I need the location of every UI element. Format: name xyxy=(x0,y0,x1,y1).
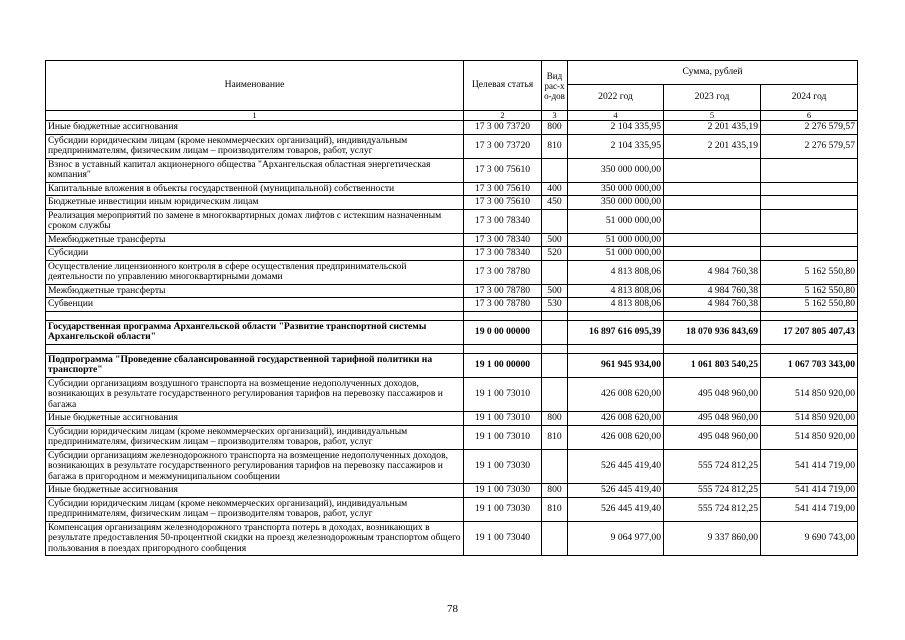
table-row xyxy=(46,353,858,377)
row-target-code: 19 1 00 73030 xyxy=(464,449,542,484)
row-sum-2023: 9 337 860,00 xyxy=(664,521,761,556)
row-sum-2022: 526 445 419,40 xyxy=(568,497,664,521)
row-sum-2022: 350 000 000,00 xyxy=(568,182,664,196)
row-target-code: 17 3 00 78780 xyxy=(464,260,542,284)
row-sum-2024: 514 850 920,00 xyxy=(761,425,858,449)
table-row xyxy=(46,121,858,135)
row-expense-type xyxy=(542,521,568,556)
spacer-row xyxy=(46,344,858,353)
row-target-code: 19 1 00 73030 xyxy=(464,497,542,521)
row-sum-2024: 5 162 550,80 xyxy=(761,284,858,298)
row-sum-2023: 555 724 812,25 xyxy=(664,449,761,484)
table-row xyxy=(46,134,858,158)
table-row xyxy=(46,497,858,521)
row-sum-2023 xyxy=(664,209,761,233)
spacer-cell xyxy=(46,344,464,353)
row-sum-2024 xyxy=(761,209,858,233)
spacer-cell xyxy=(568,344,664,353)
row-target-code: 17 3 00 78340 xyxy=(464,233,542,247)
row-sum-2022: 2 104 335,95 xyxy=(568,134,664,158)
row-sum-2022: 2 104 335,95 xyxy=(568,121,664,135)
row-sum-2023 xyxy=(664,158,761,182)
header-expense-type: Вид рас-хо-дов xyxy=(542,61,568,111)
spacer-cell xyxy=(761,311,858,320)
row-expense-type: 400 xyxy=(542,182,568,196)
table-row xyxy=(46,449,858,484)
row-sum-2023: 4 984 760,38 xyxy=(664,298,761,312)
spacer-cell xyxy=(761,344,858,353)
spacer-row xyxy=(46,311,858,320)
row-name: Субвенции xyxy=(46,298,464,312)
row-name: Субсидии xyxy=(46,247,464,261)
column-index: 6 xyxy=(761,111,858,121)
row-sum-2024: 5 162 550,80 xyxy=(761,260,858,284)
spacer-cell xyxy=(542,311,568,320)
row-name: Субсидии организациям воздушного транспорта на возмещение недополученных доходов, возникающих в результате государственного регулирования тарифов на перевозку пассажиров и багажа xyxy=(46,377,464,412)
column-index: 2 xyxy=(464,111,542,121)
row-sum-2023: 495 048 960,00 xyxy=(664,425,761,449)
row-target-code: 19 1 00 73030 xyxy=(464,484,542,498)
row-sum-2022: 4 813 808,06 xyxy=(568,298,664,312)
header-year-2022: 2022 год xyxy=(568,85,664,111)
row-name: Государственная программа Архангельской области "Развитие транспортной системы Архангельской области" xyxy=(46,320,464,344)
row-sum-2024: 2 276 579,57 xyxy=(761,134,858,158)
row-name: Реализация мероприятий по замене в многоквартирных домах лифтов с истекшим назначенным сроком службы xyxy=(46,209,464,233)
row-sum-2023 xyxy=(664,182,761,196)
row-name: Межбюджетные трансферты xyxy=(46,284,464,298)
row-expense-type: 500 xyxy=(542,233,568,247)
row-name: Компенсация организациям железнодорожного транспорта потерь в доходах, возникающих в результате предоставления 50-процентной скидки на проезд железнодорожным транспортом общего пользования в поездах пригородного сообщения xyxy=(46,521,464,556)
table-row xyxy=(46,182,858,196)
row-name: Субсидии юридическим лицам (кроме некоммерческих организаций), индивидуальным предпринимателям, физическим лицам – производителям товаров, работ, услуг xyxy=(46,497,464,521)
table-row xyxy=(46,425,858,449)
row-target-code: 19 1 00 73010 xyxy=(464,412,542,426)
spacer-cell xyxy=(46,311,464,320)
table-row xyxy=(46,247,858,261)
row-sum-2024: 5 162 550,80 xyxy=(761,298,858,312)
row-target-code: 17 3 00 73720 xyxy=(464,134,542,158)
row-sum-2023: 2 201 435,19 xyxy=(664,134,761,158)
row-name: Взнос в уставный капитал акционерного общества "Архангельская областная энергетическая компания" xyxy=(46,158,464,182)
row-sum-2023: 4 984 760,38 xyxy=(664,260,761,284)
row-expense-type xyxy=(542,209,568,233)
row-name: Субсидии организациям железнодорожного транспорта на возмещение недополученных доходов, возникающих в результате государственного регулирования тарифов на перевозку пассажиров и багажа в пригородном и межмуниципальном сообщении xyxy=(46,449,464,484)
row-sum-2022: 426 008 620,00 xyxy=(568,377,664,412)
table-row xyxy=(46,377,858,412)
row-sum-2022: 426 008 620,00 xyxy=(568,425,664,449)
row-sum-2024: 2 276 579,57 xyxy=(761,121,858,135)
column-index: 5 xyxy=(664,111,761,121)
row-name: Межбюджетные трансферты xyxy=(46,233,464,247)
spacer-cell xyxy=(568,311,664,320)
row-sum-2022: 16 897 616 095,39 xyxy=(568,320,664,344)
row-target-code: 19 0 00 00000 xyxy=(464,320,542,344)
column-index: 4 xyxy=(568,111,664,121)
row-sum-2023: 1 061 803 540,25 xyxy=(664,353,761,377)
table-row xyxy=(46,158,858,182)
row-expense-type xyxy=(542,260,568,284)
row-sum-2023: 18 070 936 843,69 xyxy=(664,320,761,344)
row-sum-2022: 426 008 620,00 xyxy=(568,412,664,426)
header-sum: Сумма, рублей xyxy=(568,61,858,85)
table-header xyxy=(46,61,858,121)
row-target-code: 17 3 00 75610 xyxy=(464,182,542,196)
spacer-cell xyxy=(664,311,761,320)
row-sum-2024 xyxy=(761,233,858,247)
row-expense-type xyxy=(542,158,568,182)
spacer-cell xyxy=(464,344,542,353)
row-sum-2024: 541 414 719,00 xyxy=(761,497,858,521)
row-sum-2023: 555 724 812,25 xyxy=(664,484,761,498)
row-target-code: 17 3 00 78780 xyxy=(464,298,542,312)
row-expense-type: 800 xyxy=(542,412,568,426)
row-name: Капитальные вложения в объекты государственной (муниципальной) собственности xyxy=(46,182,464,196)
row-sum-2024: 17 207 805 407,43 xyxy=(761,320,858,344)
spacer-cell xyxy=(542,344,568,353)
row-sum-2022: 9 064 977,00 xyxy=(568,521,664,556)
row-sum-2024 xyxy=(761,182,858,196)
column-index: 1 xyxy=(46,111,464,121)
row-expense-type xyxy=(542,320,568,344)
row-sum-2023: 495 048 960,00 xyxy=(664,377,761,412)
row-sum-2022: 51 000 000,00 xyxy=(568,209,664,233)
row-sum-2024: 541 414 719,00 xyxy=(761,484,858,498)
row-sum-2022: 350 000 000,00 xyxy=(568,196,664,210)
row-target-code: 17 3 00 78340 xyxy=(464,209,542,233)
row-sum-2024: 514 850 920,00 xyxy=(761,412,858,426)
spacer-cell xyxy=(464,311,542,320)
row-sum-2022: 51 000 000,00 xyxy=(568,233,664,247)
header-year-2024: 2024 год xyxy=(761,85,858,111)
column-index: 3 xyxy=(542,111,568,121)
row-sum-2024: 1 067 703 343,00 xyxy=(761,353,858,377)
column-index-row xyxy=(46,111,858,121)
row-expense-type: 800 xyxy=(542,484,568,498)
row-expense-type xyxy=(542,353,568,377)
row-sum-2024: 9 690 743,00 xyxy=(761,521,858,556)
row-sum-2022: 350 000 000,00 xyxy=(568,158,664,182)
row-expense-type: 810 xyxy=(542,497,568,521)
table-row xyxy=(46,521,858,556)
row-sum-2022: 961 945 934,00 xyxy=(568,353,664,377)
table-row xyxy=(46,209,858,233)
row-name: Осуществление лицензионного контроля в сфере осуществления предпринимательской деятельности по управлению многоквартирными домами xyxy=(46,260,464,284)
row-target-code: 19 1 00 73010 xyxy=(464,425,542,449)
row-sum-2023 xyxy=(664,196,761,210)
row-name: Иные бюджетные ассигнования xyxy=(46,121,464,135)
row-name: Иные бюджетные ассигнования xyxy=(46,484,464,498)
row-expense-type: 810 xyxy=(542,134,568,158)
row-expense-type: 800 xyxy=(542,121,568,135)
row-target-code: 17 3 00 78780 xyxy=(464,284,542,298)
spacer-cell xyxy=(664,344,761,353)
table-row xyxy=(46,298,858,312)
row-expense-type: 810 xyxy=(542,425,568,449)
row-sum-2022: 526 445 419,40 xyxy=(568,484,664,498)
table-row xyxy=(46,196,858,210)
table-body xyxy=(46,121,858,556)
row-sum-2024: 541 414 719,00 xyxy=(761,449,858,484)
row-target-code: 19 1 00 73010 xyxy=(464,377,542,412)
header-name: Наименование xyxy=(46,61,464,111)
row-name: Подпрограмма "Проведение сбалансированной государственной тарифной политики на транспорте" xyxy=(46,353,464,377)
row-expense-type: 500 xyxy=(542,284,568,298)
row-sum-2023: 495 048 960,00 xyxy=(664,412,761,426)
row-sum-2022: 4 813 808,06 xyxy=(568,260,664,284)
table-row xyxy=(46,233,858,247)
row-sum-2024 xyxy=(761,247,858,261)
row-expense-type: 520 xyxy=(542,247,568,261)
budget-table xyxy=(45,60,858,556)
table-row xyxy=(46,320,858,344)
row-sum-2023: 2 201 435,19 xyxy=(664,121,761,135)
row-target-code: 19 1 00 73040 xyxy=(464,521,542,556)
row-name: Бюджетные инвестиции иным юридическим лицам xyxy=(46,196,464,210)
row-name: Субсидии юридическим лицам (кроме некоммерческих организаций), индивидуальным предпринимателям, физическим лицам – производителям товаров, работ, услуг xyxy=(46,425,464,449)
page-number: 78 xyxy=(447,603,458,615)
row-expense-type: 530 xyxy=(542,298,568,312)
row-target-code: 17 3 00 75610 xyxy=(464,196,542,210)
table-row xyxy=(46,412,858,426)
row-sum-2023: 555 724 812,25 xyxy=(664,497,761,521)
row-name: Субсидии юридическим лицам (кроме некоммерческих организаций), индивидуальным предпринимателям, физическим лицам – производителям товаров, работ, услуг xyxy=(46,134,464,158)
row-expense-type: 450 xyxy=(542,196,568,210)
row-sum-2022: 51 000 000,00 xyxy=(568,247,664,261)
row-target-code: 17 3 00 75610 xyxy=(464,158,542,182)
row-name: Иные бюджетные ассигнования xyxy=(46,412,464,426)
header-code: Целевая статья xyxy=(464,61,542,111)
table-row xyxy=(46,284,858,298)
row-sum-2024 xyxy=(761,196,858,210)
header-year-2023: 2023 год xyxy=(664,85,761,111)
row-expense-type xyxy=(542,449,568,484)
row-sum-2024 xyxy=(761,158,858,182)
row-target-code: 17 3 00 78340 xyxy=(464,247,542,261)
row-target-code: 19 1 00 00000 xyxy=(464,353,542,377)
row-sum-2022: 526 445 419,40 xyxy=(568,449,664,484)
row-expense-type xyxy=(542,377,568,412)
table-row xyxy=(46,260,858,284)
row-sum-2023 xyxy=(664,233,761,247)
table-row xyxy=(46,484,858,498)
row-target-code: 17 3 00 73720 xyxy=(464,121,542,135)
row-sum-2024: 514 850 920,00 xyxy=(761,377,858,412)
row-sum-2023 xyxy=(664,247,761,261)
row-sum-2023: 4 984 760,38 xyxy=(664,284,761,298)
row-sum-2022: 4 813 808,06 xyxy=(568,284,664,298)
